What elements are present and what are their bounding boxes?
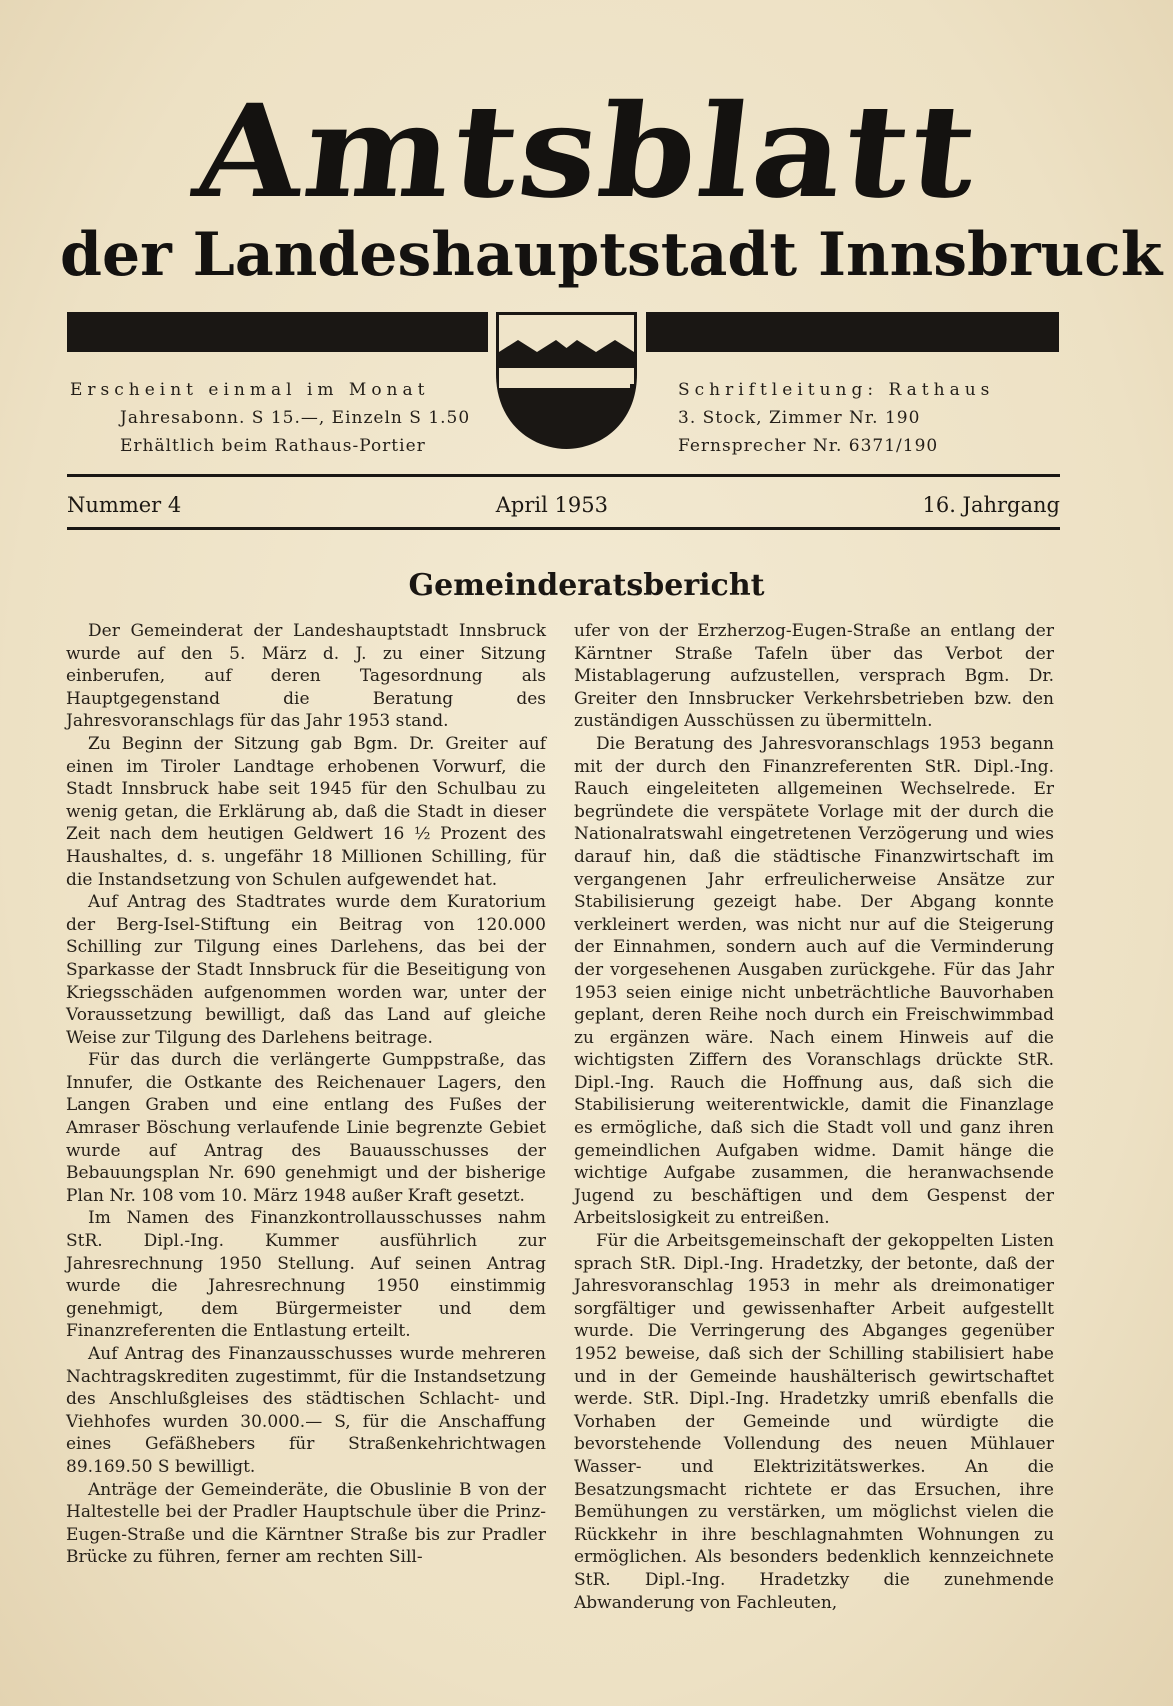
paragraph: Der Gemeinderat der Landeshauptstadt Innsbruck wurde auf den 5. März d. J. zu einer Sitzung einberufen, auf deren Tagesordnung als Hauptgegenstand die Beratung des Jahresvoranschlags für das Jahr 1953 stand. — [66, 621, 546, 732]
publication-frequency: Erscheint einmal im Monat — [70, 380, 430, 400]
issue-date: April 1953 — [495, 493, 608, 517]
subscription-price: Jahresabonn. S 15.—, Einzeln S 1.50 — [120, 408, 471, 428]
masthead-bar-left — [67, 312, 488, 352]
phone-number: Fernsprecher Nr. 6371/190 — [678, 436, 939, 456]
paragraph: ufer von der Erzherzog-Eugen-Straße an entlang der Kärntner Straße Tafeln über das Verbot der Mistablagerung aufzustellen, versprach Bgm. Dr. Greiter den Innsbrucker Verkehrsbetrieben bzw. den zuständigen Ausschüssen zu übermitteln. — [574, 621, 1054, 732]
publisher-info-left — [70, 376, 471, 460]
paragraph: Auf Antrag des Stadtrates wurde dem Kuratorium der Berg-Isel-Stiftung ein Beitrag von 120.000 Schilling zur Tilgung eines Darlehens, das bei der Sparkasse der Stadt Innsbruck für die Beseitigung von Kriegsschäden aufgenommen worden war, unter der Voraussetzung bewilligt, daß das Land auf gleiche Weise zur Tilgung des Darlehens beitrage. — [66, 892, 546, 1048]
publisher-info-right — [678, 376, 1058, 460]
issue-volume: 16. Jahrgang — [922, 493, 1060, 517]
editorial-office: Schriftleitung: Rathaus — [678, 380, 995, 400]
article-column-left — [66, 620, 546, 1569]
article-headline: Gemeinderatsbericht — [408, 568, 765, 603]
masthead-title: Amtsblatt — [187, 77, 986, 227]
paragraph: Auf Antrag des Finanzausschusses wurde mehreren Nachtragskrediten zugestimmt, für die Instandsetzung des Anschlußgleises des städtischen Schlacht- und Viehhofes wurden 30.000.— S, für die Anschaffung eines Gefäßhebers für Straßenkehrichtwagen 89.169.50 S bewilligt. — [66, 1344, 546, 1477]
masthead-bar-right — [646, 312, 1059, 352]
issue-line — [67, 492, 1060, 518]
paragraph: Anträge der Gemeinderäte, die Obuslinie B von der Haltestelle bei der Pradler Hauptschule über die Prinz-Eugen-Straße und die Kärntner Straße bis zur Pradler Brücke zu führen, ferner am rechten Sill- — [66, 1479, 546, 1568]
paragraph: Zu Beginn der Sitzung gab Bgm. Dr. Greiter auf einen im Tiroler Landtage erhobenen Vorwurf, die Stadt Innsbruck habe seit 1945 für den Schulbau zu wenig getan, die Erklärung ab, daß die Stadt in dieser Zeit nach dem heutigen Geldwert 16 ½ Prozent des Haushaltes, d. s. ungefähr 18 Millionen Schilling, für die Instandsetzung von Schulen aufgewendet hat. — [66, 733, 546, 890]
issue-number: Nummer 4 — [67, 493, 182, 517]
divider-bottom — [67, 527, 1060, 530]
office-room: 3. Stock, Zimmer Nr. 190 — [678, 408, 921, 428]
paragraph: Für die Arbeitsgemeinschaft der gekoppelten Listen sprach StR. Dipl.-Ing. Hradetzky, der betonte, daß der Jahresvoranschlag 1953 in mehr als dreimonatiger sorgfältiger und gewissenhafter Arbeit aufgestellt wurde. Die Verringerung des Abganges gegenüber 1952 beweise, daß sich der Schilling stabilisiert habe und in der Gemeinde haushälterisch gewirtschaftet werde. StR. Dipl.-Ing. Hradetzky umriß ebenfalls die Vorhaben der Gemeinde und würdigte die bevorstehende Vollendung des neuen Mühlauer Wasser- und Elektrizitätswerkes. An die Besatzungsmacht richtete er das Ersuchen, ihre Bemühungen zu verstärken, um möglichst vielen die Rückkehr in ihre beschlagnahmten Wohnungen zu ermöglichen. Als besonders bedenklich kennzeichnete StR. Dipl.-Ing. Hradetzky die zunehmende Abwanderung von Fachleuten, — [574, 1231, 1054, 1613]
city-coat-of-arms-icon — [495, 312, 638, 450]
availability: Erhältlich beim Rathaus-Portier — [120, 436, 426, 456]
paragraph: Im Namen des Finanzkontrollausschusses nahm StR. Dipl.-Ing. Kummer ausführlich zur Jahresrechnung 1950 Stellung. Auf seinen Antrag wurde die Jahresrechnung 1950 einstimmig genehmigt, dem Bürgermeister und dem Finanzreferenten die Entlastung erteilt. — [66, 1208, 546, 1342]
divider-top — [67, 474, 1060, 477]
paragraph: Für das durch die verlängerte Gumppstraße, das Innufer, die Ostkante des Reichenauer Lagers, den Langen Graben und eine entlang des Fußes der Amraser Böschung verlaufende Linie begrenzte Gebiet wurde auf Antrag des Bauausschusses der Bebauungsplan Nr. 690 genehmigt und der bisherige Plan Nr. 108 vom 10. März 1948 außer Kraft gesetzt. — [66, 1050, 546, 1206]
paragraph: Die Beratung des Jahresvoranschlags 1953 begann mit der durch den Finanzreferenten StR. Dipl.-Ing. Rauch eingeleiteten allgemeinen Wechselrede. Er begründete die verspätete Vorlage mit der durch die Nationalratswahl eingetretenen Verzögerung und wies darauf hin, daß die städtische Finanzwirtschaft im vergangenen Jahr erfreulicherweise Ansätze zur Stabilisierung gezeigt habe. Der Abgang konnte verkleinert werden, was nicht nur auf die Steigerung der Einnahmen, sondern auch auf die Verminderung der vorgesehenen Ausgaben zurückgehe. Für das Jahr 1953 seien einige nicht unbeträchtliche Bauvorhaben geplant, deren Reihe noch durch ein Freischwimmbad zu ergänzen wäre. Nach einem Hinweis auf die wichtigsten Ziffern des Voranschlags drückte StR. Dipl.-Ing. Rauch die Hoffnung aus, daß sich die Stabilisierung weiterentwickle, damit die Finanzlage es ermögliche, daß sich die Stadt voll und ganz ihren gemeindlichen Aufgaben widme. Damit hänge die wichtige Aufgabe zusammen, die heranwachsende Jugend zu beschäftigen und dem Gespenst der Arbeitslosigkeit zu entreißen. — [574, 733, 1054, 1229]
article-column-right — [574, 620, 1054, 1614]
masthead-subtitle: der Landeshauptstadt Innsbruck — [60, 220, 1163, 290]
